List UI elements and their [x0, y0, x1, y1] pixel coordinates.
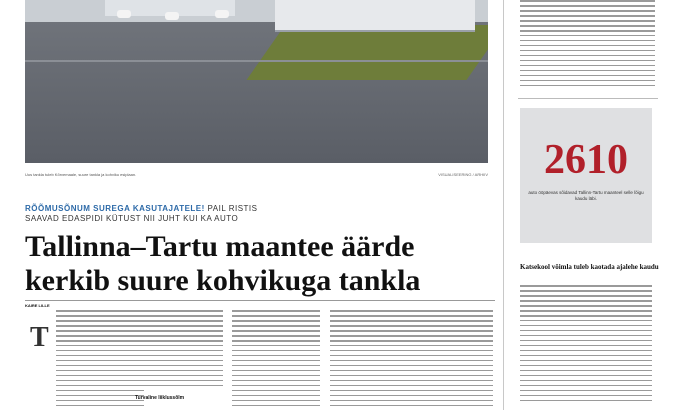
article-headline — [25, 230, 495, 298]
body-subhead: Turvaline liiklussõlm — [135, 395, 185, 401]
article-byline: KAIRE LILLE — [25, 303, 50, 308]
article-kicker — [25, 204, 257, 213]
stat-caption: auto ööpäevas sõidavad Tallinn-Tartu maanteel selle lõigu kaudu läbi. — [528, 190, 644, 201]
stat-box — [520, 108, 652, 243]
article-kicker-line2: SAAVAD EDASPIDI KÜTUST NII JUHT KUI KA AUTO — [25, 214, 239, 223]
column-separator — [503, 0, 504, 410]
sidebar-rule — [518, 98, 658, 99]
kicker-highlight-rest: KASUTAJATELE! — [130, 204, 205, 213]
body-column-1 — [56, 310, 144, 410]
headline-rule — [25, 300, 495, 301]
photo-credit: VISUALISEERING / ARHIIV — [438, 172, 488, 177]
stat-value: 2610 — [544, 137, 628, 183]
kicker-tail: PAIL RISTIS — [204, 204, 258, 213]
photo-car — [117, 10, 131, 18]
article-photo — [25, 0, 488, 163]
headline-line-1: Tallinna–Tartu maantee äärde — [25, 230, 415, 263]
body-column-5 — [405, 310, 493, 410]
photo-lawn — [246, 25, 488, 80]
photo-building — [275, 0, 475, 32]
photo-road-marking — [25, 60, 488, 62]
body-column-3 — [232, 310, 320, 410]
kicker-highlight: RÕÕMUSÕNUM SUREGA — [25, 204, 131, 213]
photo-caption: Uus tankla tuleb Kõrvemaale, suure tankla ja kohviku esiplaan. — [25, 172, 137, 177]
body-column-2 — [135, 310, 223, 390]
headline-line-2: kerkib suure kohvikuga tankla — [25, 264, 421, 297]
photo-car — [165, 12, 179, 20]
sidebar-story-headline: Katsekool võimla tuleb kaotada ajalehe kaudu — [520, 263, 659, 271]
sidebar-text-top — [520, 0, 655, 95]
photo-car — [215, 10, 229, 18]
sidebar-story-body — [520, 285, 652, 410]
article-dropcap: T — [30, 322, 49, 353]
